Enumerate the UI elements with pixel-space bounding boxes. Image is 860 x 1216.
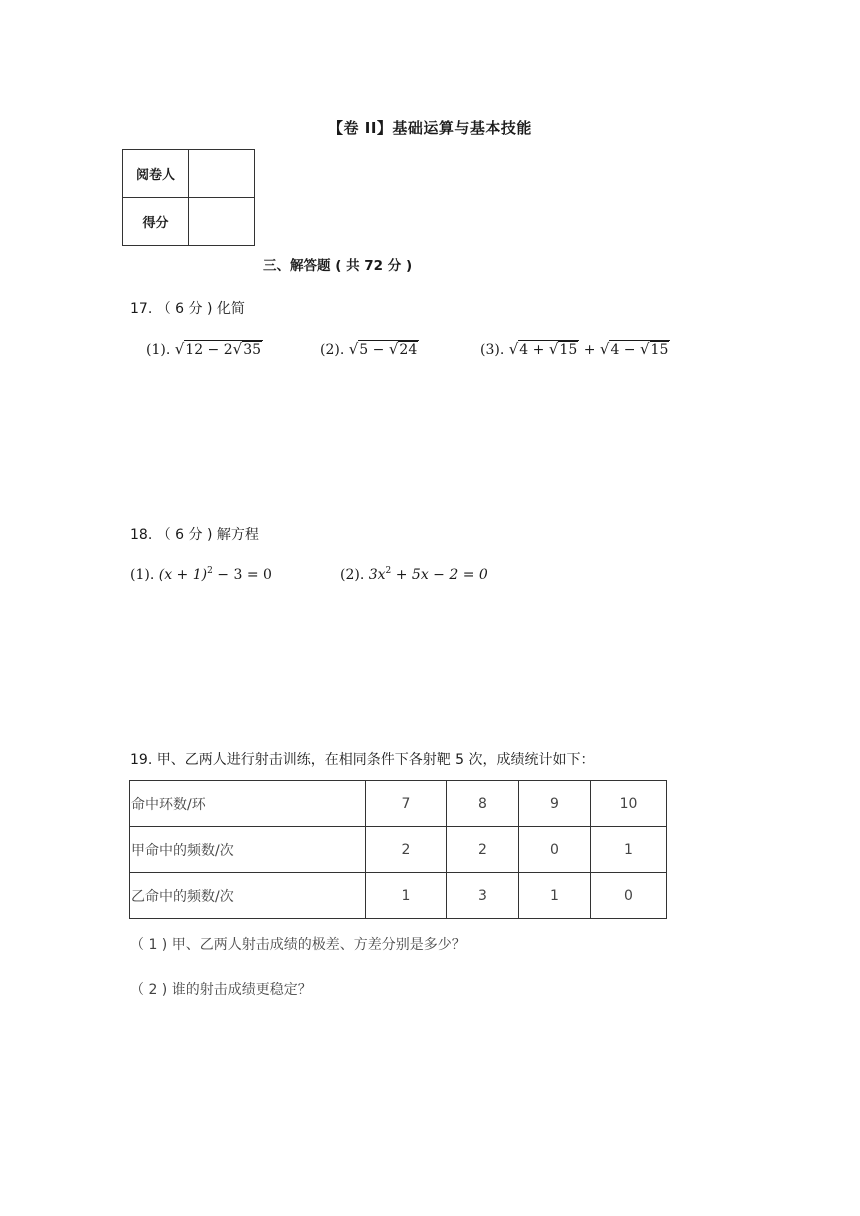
table-row [130,827,667,873]
section-heading: 三、解答题 ( 共 72 分 ) [263,258,413,274]
inner-radicand: 15 [650,342,669,358]
table-row [130,781,667,827]
exponent: 2 [385,566,392,576]
q17-part1 [146,340,263,358]
table-cell: 1 [366,873,447,919]
sqrt-expression: √12 − 2√35 [174,340,262,358]
table-cell: 甲命中的频数/次 [130,827,366,873]
table-cell: 1 [519,873,591,919]
q18-label: 18. （ 6 分 ) 解方程 [130,527,259,543]
radicand-text: 12 − 2 [185,342,233,358]
radicand-text: 4 + [519,342,549,358]
sqrt-expression: √4 − √15 [599,340,669,358]
inner-radicand: 24 [399,342,418,358]
grader-field [189,150,255,198]
q17-part3-label: (3). [480,342,505,358]
table-cell: 乙命中的频数/次 [130,873,366,919]
equation-term: 3x [368,567,386,583]
q17-part2-label: (2). [320,342,345,358]
table-cell: 10 [591,781,667,827]
score-label: 得分 [123,198,189,246]
q19-sub2: （ 2 ) 谁的射击成绩更稳定？ [130,982,312,998]
q18-part2 [340,566,488,583]
exponent: 2 [207,566,213,576]
q18-part1-label: (1). [130,567,155,583]
sqrt-expression: √4 + √15 [508,340,578,358]
table-cell: 2 [447,827,519,873]
table-cell: 2 [366,827,447,873]
q17-part3 [480,340,670,358]
equation-rest: + 5x − 2 = 0 [391,567,488,583]
sqrt-expression: √5 − √24 [348,340,418,358]
table-cell: 0 [519,827,591,873]
table-row [130,873,667,919]
radicand-text: 4 − [610,342,640,358]
equation-lhs: (x + 1) [158,567,208,583]
table-cell: 0 [591,873,667,919]
q17-label: 17. （ 6 分 ) 化简 [130,301,245,317]
equation-rest: − 3 = 0 [212,567,272,583]
radicand-text: 5 − [359,342,389,358]
q19-label: 19. 甲、乙两人进行射击训练，在相同条件下各射靶 5 次，成绩统计如下： [130,752,595,768]
q18-part1 [130,566,272,583]
score-stats-table [129,780,667,919]
table-cell: 9 [519,781,591,827]
page-title: 【卷 II】基础运算与基本技能 [328,119,532,137]
inner-radicand: 15 [559,342,578,358]
grader-label: 阅卷人 [123,150,189,198]
plus-sign: + [583,342,596,358]
table-cell: 命中环数/环 [130,781,366,827]
score-field [189,198,255,246]
table-cell: 1 [591,827,667,873]
table-cell: 8 [447,781,519,827]
q17-part2 [320,340,419,358]
q17-part1-label: (1). [146,342,171,358]
inner-radicand: 35 [243,342,262,358]
q18-part2-label: (2). [340,567,365,583]
grader-table [122,149,255,246]
q19-sub1: （ 1 ) 甲、乙两人射击成绩的极差、方差分别是多少？ [130,937,466,953]
table-cell: 3 [447,873,519,919]
table-cell: 7 [366,781,447,827]
